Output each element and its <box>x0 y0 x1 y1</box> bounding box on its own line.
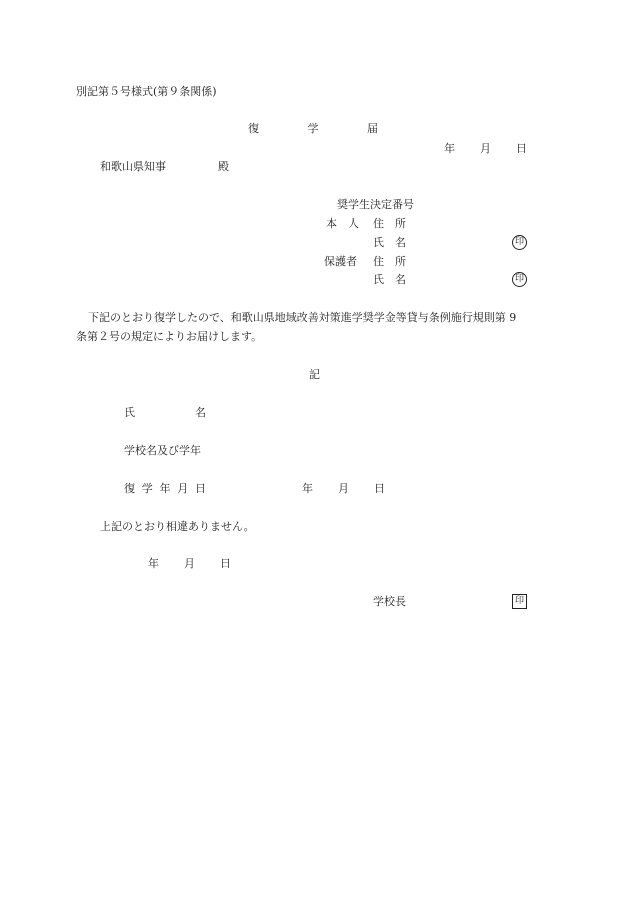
principal-label: 学校長 <box>373 595 406 608</box>
return-date-day: 日 <box>374 482 385 495</box>
top-date-month: 月 <box>480 142 491 155</box>
name-field-char: 氏 <box>124 406 135 419</box>
decision-number-label: 奨学生決定番号 <box>337 198 414 211</box>
self-address-label: 住 所 <box>373 217 406 230</box>
document-title <box>248 122 378 136</box>
return-date-char: 年 <box>159 482 171 495</box>
addressee-honorific: 殿 <box>218 160 229 173</box>
title-char: 届 <box>367 122 378 135</box>
confirmation-date-year: 年 <box>148 557 159 570</box>
confirmation-date-month: 月 <box>184 557 195 570</box>
return-date-year: 年 <box>302 482 313 495</box>
return-date-label <box>124 482 206 496</box>
form-label: 別記第５号様式(第９条関係) <box>76 85 217 98</box>
guardian-name-label: 氏 名 <box>373 273 406 286</box>
body-line-2: 条第２号の規定によりお届けします。 <box>76 330 263 343</box>
name-field-char: 名 <box>195 406 206 419</box>
top-date-year: 年 <box>444 142 455 155</box>
name-field-label <box>124 406 206 420</box>
self-label: 本 人 <box>326 217 359 230</box>
guardian-seal-icon: 印 <box>512 272 527 287</box>
title-char: 復 <box>248 122 259 135</box>
ki-heading: 記 <box>309 368 320 381</box>
return-date-char: 日 <box>195 482 206 495</box>
school-field-label: 学校名及び学年 <box>124 444 201 457</box>
guardian-label: 保護者 <box>324 255 357 268</box>
top-date-day: 日 <box>516 142 527 155</box>
return-date-month: 月 <box>338 482 349 495</box>
return-date-char: 復 <box>124 482 135 495</box>
return-date-char: 月 <box>177 482 189 495</box>
addressee-name: 和歌山県知事 <box>100 160 166 173</box>
self-name-label: 氏 名 <box>373 236 406 249</box>
principal-seal-icon: 印 <box>512 594 527 609</box>
guardian-address-label: 住 所 <box>373 255 406 268</box>
title-char: 学 <box>307 122 319 135</box>
body-line-1: 下記のとおり復学したので、和歌山県地域改善対策進学奨学金等貸与条例施行規則第 9 <box>88 311 517 324</box>
self-seal-icon: 印 <box>512 235 527 250</box>
confirmation-text: 上記のとおり相違ありません。 <box>100 520 255 533</box>
return-date-char: 学 <box>141 482 153 495</box>
confirmation-date-day: 日 <box>220 557 231 570</box>
